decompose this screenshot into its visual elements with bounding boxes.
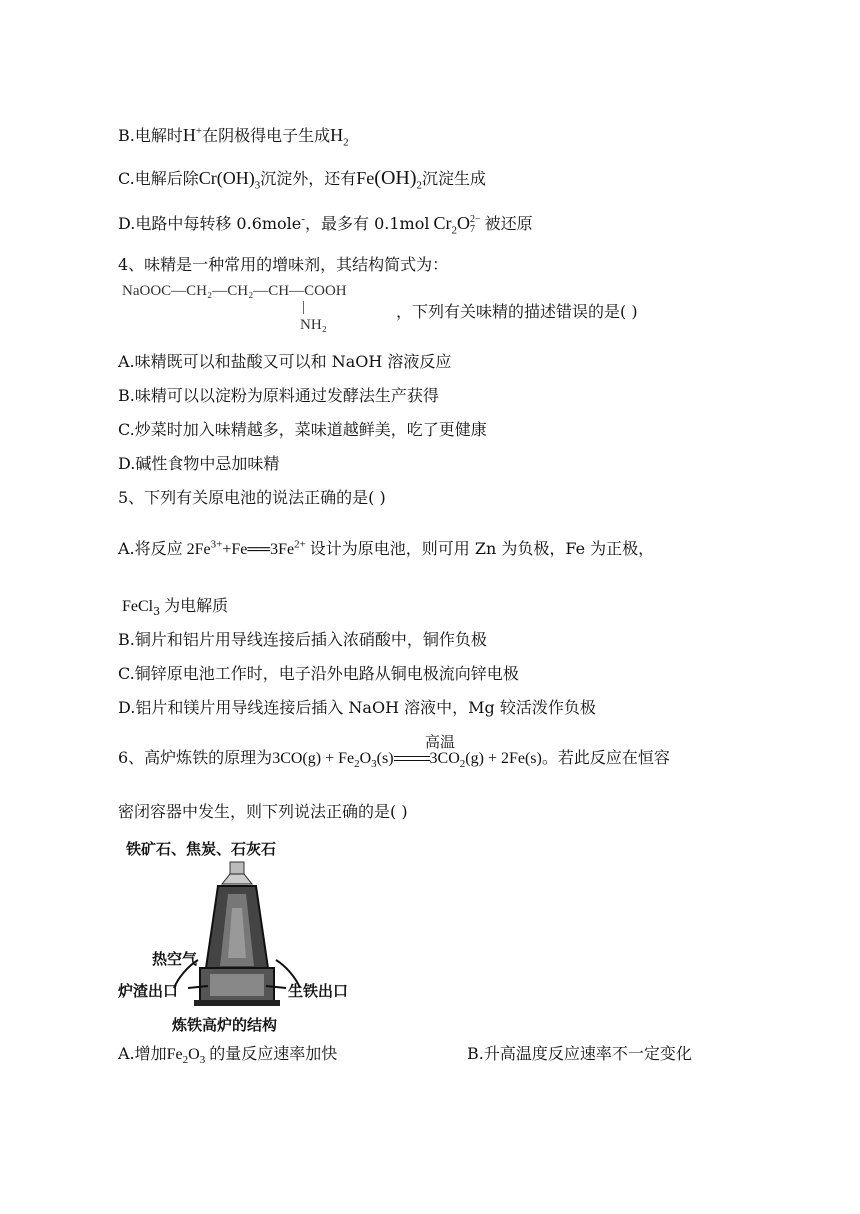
q3-b-hplus: H+ [182,125,203,145]
q5-option-a: A.将反应 $2Fe^{3+}+Fe══3Fe^{2+}$ 设计为原电池，则可用 Zn 为负极，Fe 为正极， [118,538,655,558]
blast-furnace-icon [118,838,370,1038]
q3-option-b [118,124,349,147]
figure-iron-outlet: 生铁出口 [288,982,349,1000]
q5-option-d: D.铝片和镁片用导线连接后插入 NaOH 溶液中，Mg 较活泼作负极 [118,698,596,717]
q5-a-equation: $2Fe^{3+}+Fe══3Fe^{2+}$ [186,538,306,558]
struct-bond: | [302,299,306,315]
figure-caption: 炼铁高炉的结构 [172,1016,278,1034]
q3-d-prefix: D.电路中每转移 0.6mole [118,214,302,233]
figure-slag-outlet: 炉渣出口 [118,982,179,1000]
figure-top-label: 铁矿石、焦炭、石灰石 [126,840,277,858]
q3-b-mid: 在阴极得电子生成 [202,126,331,145]
blast-furnace-figure [118,838,370,1038]
q6-equation: $3CO(g) + Fe_2O_3(s)$ $3CO_2(g) + 2Fe(s)$ [272,750,542,771]
q6-option-b: B.升高温度反应速率不一定变化 [467,1044,692,1063]
q3-c-prefix: C.电解后除 [118,169,199,188]
figure-hot-air: 热空气 [152,950,198,968]
q6-condition: 高温 [425,733,456,751]
q6-stem-line2: 密闭容器中发生，则下列说法正确的是( ) [118,802,408,821]
q3-c-suffix: 沉淀生成 [422,169,487,188]
q4-option-c: C.炒菜时加入味精越多，菜味道越鲜美，吃了更健康 [118,420,487,439]
q5-option-b: B.铜片和铝片用导线连接后插入浓硝酸中，铜作负极 [118,630,487,649]
q6-option-a: A.增加$Fe_2O_3$ 的量反应速率加快 [118,1044,338,1067]
q3-d-mid: ，最多有 0.1mol [305,214,430,233]
msg-structure-formula [122,283,412,343]
q4-stem-tail: ，下列有关味精的描述错误的是( ) [396,302,638,321]
q4-option-d: D.碱性食物中忌加味精 [118,454,280,473]
q6-stem: 6、高炉炼铁的原理为$3CO(g) + Fe_2O_3(s)$ $3CO_2(g) + 2Fe(s)$。若此反应在恒容 [118,748,670,771]
q4-option-b: B.味精可以以淀粉为原料通过发酵法生产获得 [118,386,439,405]
q4-option-a: A.味精既可以和盐酸又可以和 NaOH 溶液反应 [118,352,452,371]
q3-b-prefix: B.电解时 [118,126,183,145]
struct-main-chain: NaOOC—CH₂—CH₂—CH—COOH [122,283,347,299]
q3-d-cr2o7: $Cr_2O$ 2− 7 [433,213,481,237]
q3-option-c [118,167,486,190]
q6-a-fe2o3: $Fe_2O_3$ [166,1046,206,1067]
q4-stem: 4、味精是一种常用的增味剂，其结构简式为： [118,255,449,274]
struct-nh2: NH₂ [300,317,327,333]
q3-c-feoh: $Fe(OH)_2$ [356,167,422,192]
q3-c-croh: $Cr(OH)_3$ [198,168,261,192]
q3-d-suffix: 被还原 [484,214,533,233]
q3-option-d [118,212,533,235]
q6-arrow [394,752,430,766]
q3-b-h2: $H_2$ [330,125,349,149]
q3-c-mid: 沉淀外，还有 [260,169,357,188]
q5-stem: 5、下列有关原电池的说法正确的是( ) [118,488,386,507]
q5-option-a-cont: FeCl$_3$ 为电解质 [122,596,229,619]
q3-d-sup: - [301,212,305,226]
q5-option-c: C.铜锌原电池工作时，电子沿外电路从铜电极流向锌电极 [118,664,519,683]
